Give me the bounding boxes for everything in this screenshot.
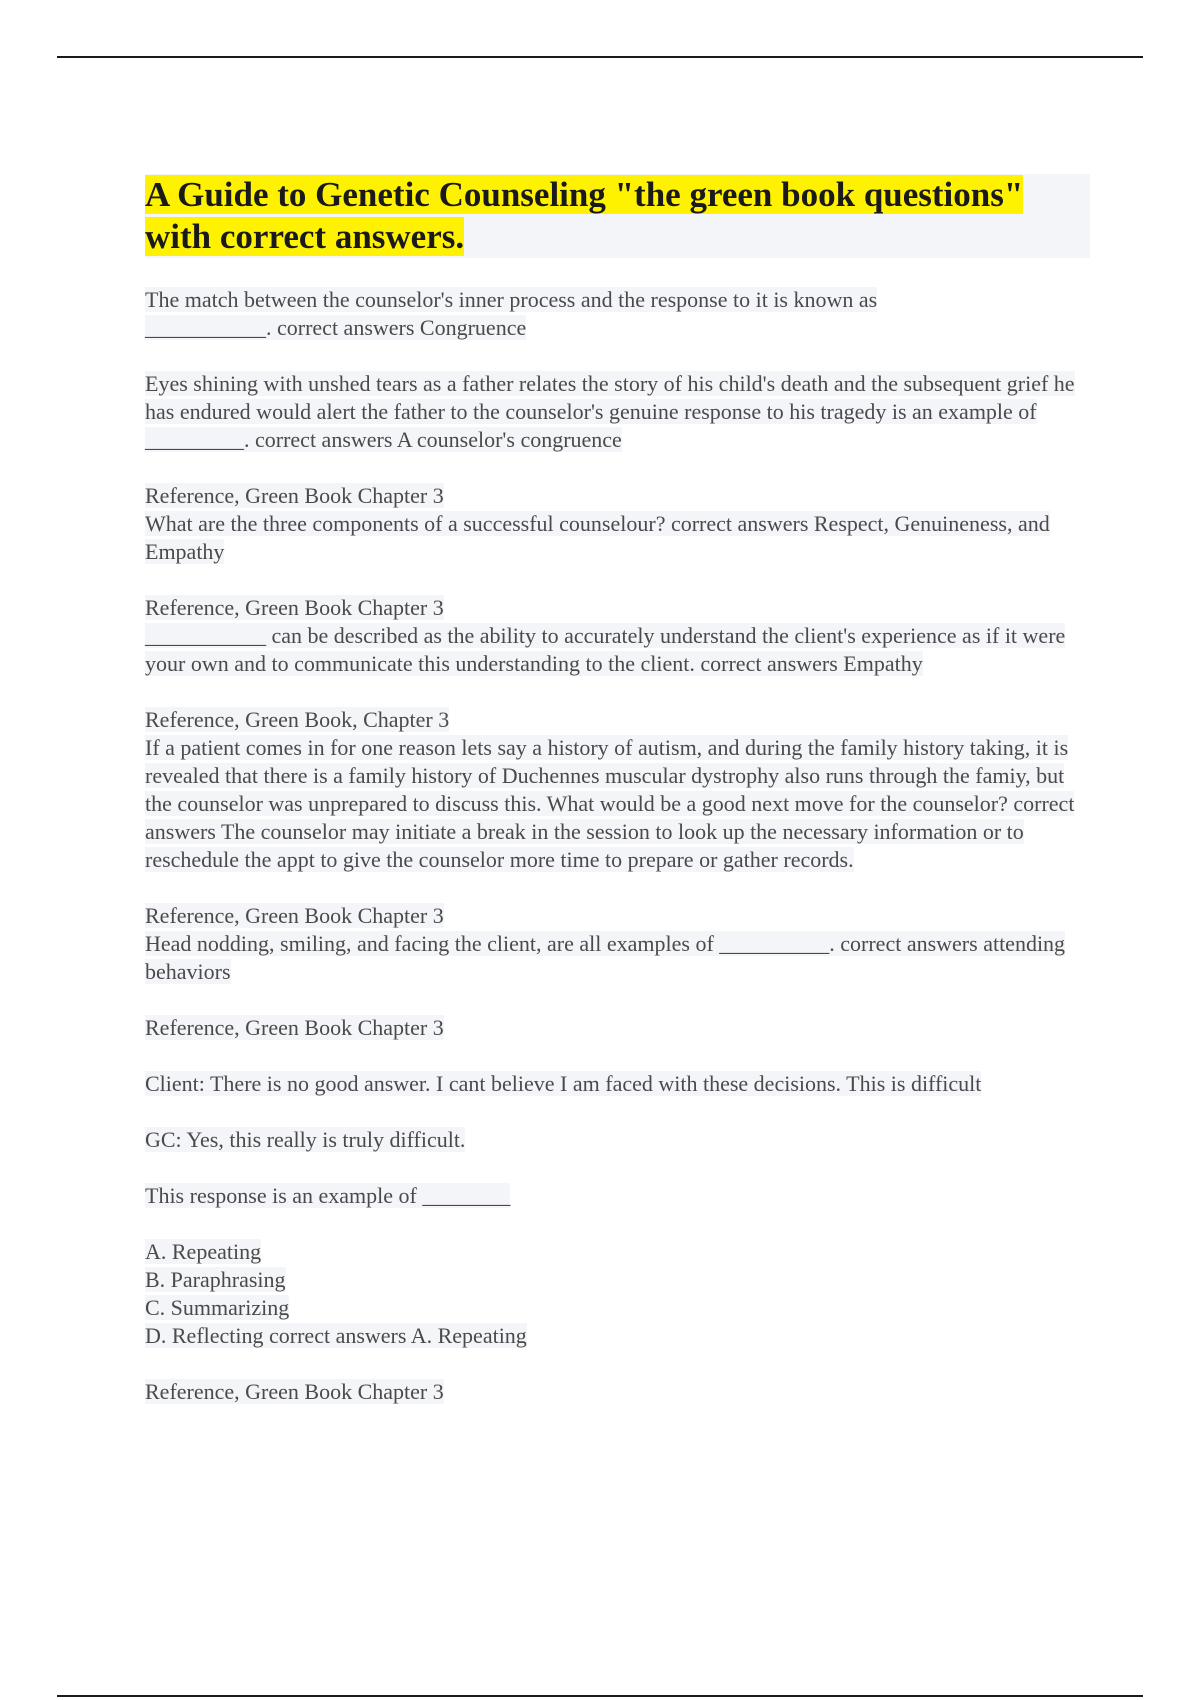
qa-paragraph-3: Reference, Green Book Chapter 3 What are the three components of a successful counselour? correct answers Respect, Genuineness, and Empathy (145, 483, 1050, 564)
qa-paragraph-6: Reference, Green Book Chapter 3 Head nodding, smiling, and facing the client, are all examples of __________. correct answers attending behaviors (145, 903, 1066, 984)
qa-paragraph-4: Reference, Green Book Chapter 3 ___________ can be described as the ability to accurately understand the client's experience as if it were your own and to communicate this understanding to the client. correct answers Empathy (145, 595, 1066, 676)
document-body (145, 174, 1090, 1406)
title-block (145, 174, 1090, 258)
qa-paragraph-5: Reference, Green Book, Chapter 3 If a patient comes in for one reason lets say a history of autism, and during the family history taking, it is revealed that there is a family history of Duchennes muscular dystrophy also runs through the famiy, but the counselor was unprepared to discuss this. What would be a good next move for the counselor? correct answers The counselor may initiate a break in the session to look up the necessary information or to reschedule the appt to give the counselor more time to prepare or gather records. (145, 707, 1075, 872)
top-rule (57, 56, 1143, 58)
qa-paragraph-2: Eyes shining with unshed tears as a father relates the story of his child's death and the subsequent grief he has endured would alert the father to the counselor's genuine response to his tragedy is an example of _________. correct answers A counselor's congruence (145, 371, 1075, 452)
qa-paragraph-1: The match between the counselor's inner process and the response to it is known as ___________. correct answers Congruence (145, 287, 878, 340)
client-statement: Client: There is no good answer. I cant believe I am faced with these decisions. This is difficult (145, 1071, 982, 1096)
question-prompt: This response is an example of ________ (145, 1183, 511, 1208)
bottom-rule (57, 1695, 1143, 1697)
document-title (145, 174, 1090, 258)
reference-line: Reference, Green Book Chapter 3 (145, 1015, 444, 1040)
reference-line-final: Reference, Green Book Chapter 3 (145, 1379, 444, 1404)
answer-options: A. Repeating B. Paraphrasing C. Summarizing D. Reflecting correct answers A. Repeating (145, 1239, 527, 1348)
title-highlight: A Guide to Genetic Counseling "the green book questions" with correct answers. (145, 175, 1024, 256)
gc-response: GC: Yes, this really is truly difficult. (145, 1127, 466, 1152)
